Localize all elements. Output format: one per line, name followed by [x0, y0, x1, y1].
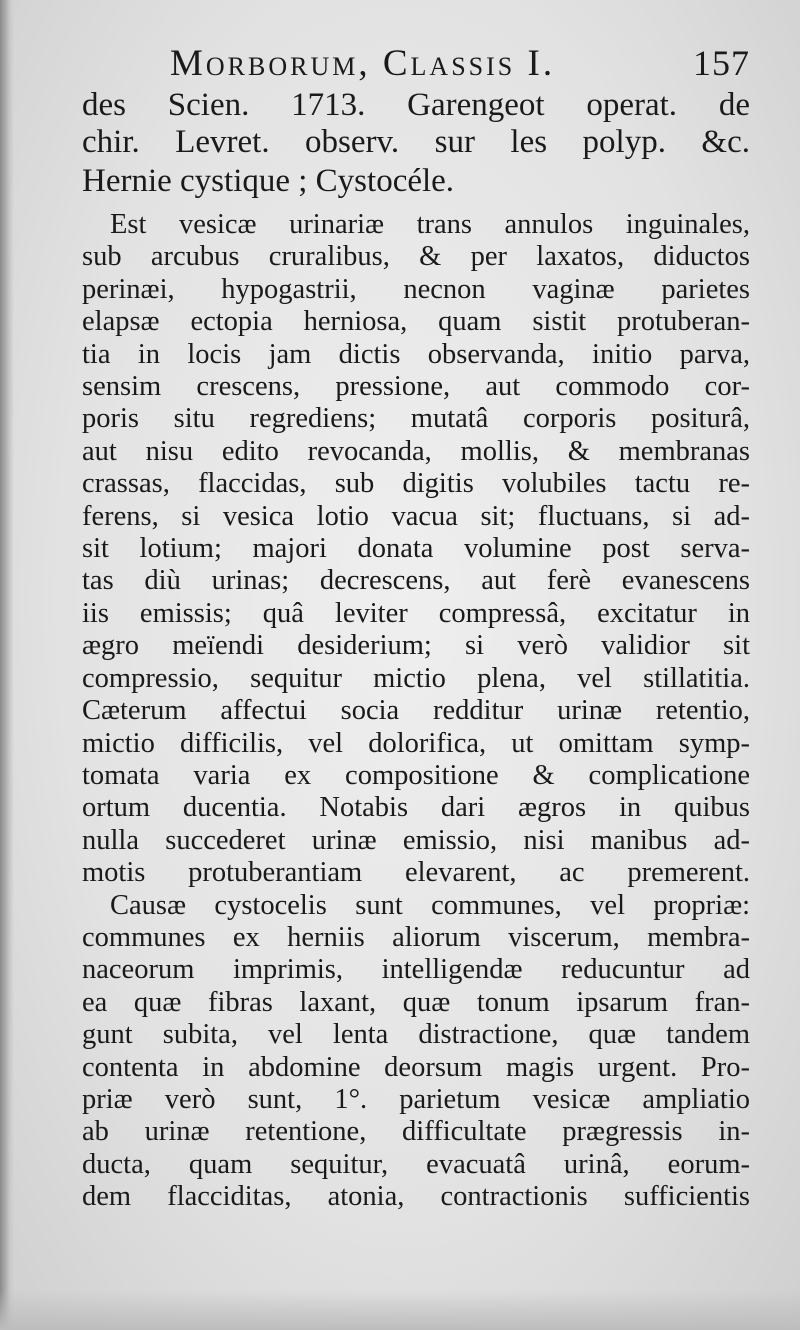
text-line: aut nisu edito revocanda, mollis, & membranas — [82, 435, 750, 467]
page-gutter-shadow — [0, 0, 14, 1330]
text-line: communes ex herniis aliorum viscerum, membra- — [82, 921, 750, 953]
text-line: elapsæ ectopia herniosa, quam sistit protuberan- — [82, 306, 750, 338]
text-line: crassas, flaccidas, sub digitis volubiles tactu re- — [82, 468, 750, 500]
text-line: Est vesicæ urinariæ trans annulos inguinales, — [110, 209, 750, 240]
text-line: ægro meïendi desiderium; si verò validior sit — [82, 630, 750, 662]
text-line: sub arcubus cruralibus, & per laxatos, diductos — [82, 241, 750, 273]
text-line: gunt subita, vel lenta distractione, quæ tandem — [82, 1019, 750, 1051]
running-head-title: Morborum, Classis I. — [170, 43, 556, 84]
text-line: mictio difficilis, vel dolorifica, ut omittam symp- — [82, 727, 750, 759]
text-line: perinæi, hypogastrii, necnon vaginæ parietes — [82, 273, 750, 305]
text-line: motis protuberantiam elevarent, ac premerent. — [82, 857, 750, 889]
text-line: tomata varia ex compositione & complicatione — [82, 759, 750, 791]
text-line: Causæ cystocelis sunt communes, vel propriæ: — [110, 889, 750, 921]
text-line: Cæterum affectui socia redditur urinæ retentio, — [82, 695, 750, 727]
text-line: nulla succederet urinæ emissio, nisi manibus ad- — [82, 824, 750, 856]
section-heading: Hernie cystique ; Cystocéle. — [82, 163, 455, 199]
text-line: ea quæ fibras laxant, quæ tonum ipsarum fran- — [82, 986, 750, 1018]
reference-line: des Scien. 1713. Garengeot operat. de — [82, 87, 750, 123]
text-line: ortum ducentia. Notabis dari ægros in quibus — [82, 792, 750, 824]
running-head — [82, 40, 750, 87]
text-line: sensim crescens, pressione, aut commodo cor- — [82, 371, 750, 403]
page-text — [82, 40, 750, 1214]
text-line: compressio, sequitur mictio plena, vel stillatitia. — [82, 662, 750, 694]
text-line: sit lotium; majori donata volumine post serva- — [82, 533, 750, 565]
text-line: ducta, quam sequitur, evacuatâ urinâ, eorum- — [82, 1148, 750, 1180]
reference-line: chir. Levret. observ. sur les polyp. &c. — [82, 124, 750, 160]
text-line: contenta in abdomine deorsum magis urgent. Pro- — [82, 1051, 750, 1083]
text-line: ab urinæ retentione, difficultate prægressis in- — [82, 1116, 750, 1148]
text-line: priæ verò sunt, 1°. parietum vesicæ ampliatio — [82, 1083, 750, 1115]
text-line: poris situ regrediens; mutatâ corporis positurâ, — [82, 403, 750, 435]
text-line: dem flacciditas, atonia, contractionis sufficientis — [82, 1181, 750, 1213]
text-line: tia in locis jam dictis observanda, initio parva, — [82, 338, 750, 370]
text-line: tas diù urinas; decrescens, aut ferè evanescens — [82, 565, 750, 597]
text-line: naceorum imprimis, intelligendæ reducuntur ad — [82, 954, 750, 986]
page-bottom-edge — [0, 1290, 800, 1330]
text-line: ferens, si vesica lotio vacua sit; fluctuans, si ad- — [82, 500, 750, 532]
text-line: iis emissis; quâ leviter compressâ, excitatur in — [82, 597, 750, 629]
page-number: 157 — [693, 43, 750, 83]
